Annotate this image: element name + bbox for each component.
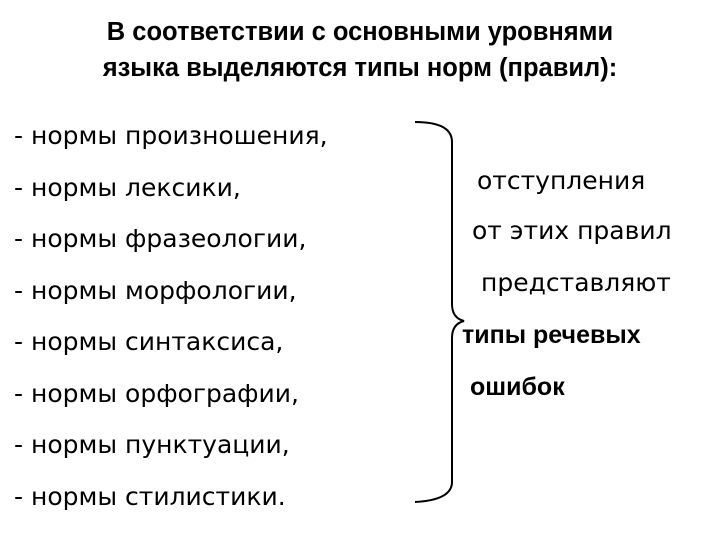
list-item: - нормы стилистики. [14,481,286,511]
list-item: - нормы лексики, [14,172,241,202]
note-line-5: ошибок [470,373,565,401]
note-line-3: представляют [481,268,671,297]
list-item: - нормы пунктуации, [14,430,290,459]
note-line-4: типы речевых [462,321,641,349]
list-item: - нормы фразеологии, [14,224,307,253]
title-line-1: В соответствии с основными уровнями [106,18,614,46]
list-item: - нормы морфологии, [14,275,297,305]
list-item: - нормы орфографии, [14,378,299,408]
note-line-1: отступления [477,166,646,195]
note-line-2: от этих правил [472,216,672,245]
list-item: - нормы синтаксиса, [14,327,284,356]
title-line-2: языка выделяются типы норм (правил): [102,54,618,82]
list-item: - нормы произношения, [14,121,328,150]
